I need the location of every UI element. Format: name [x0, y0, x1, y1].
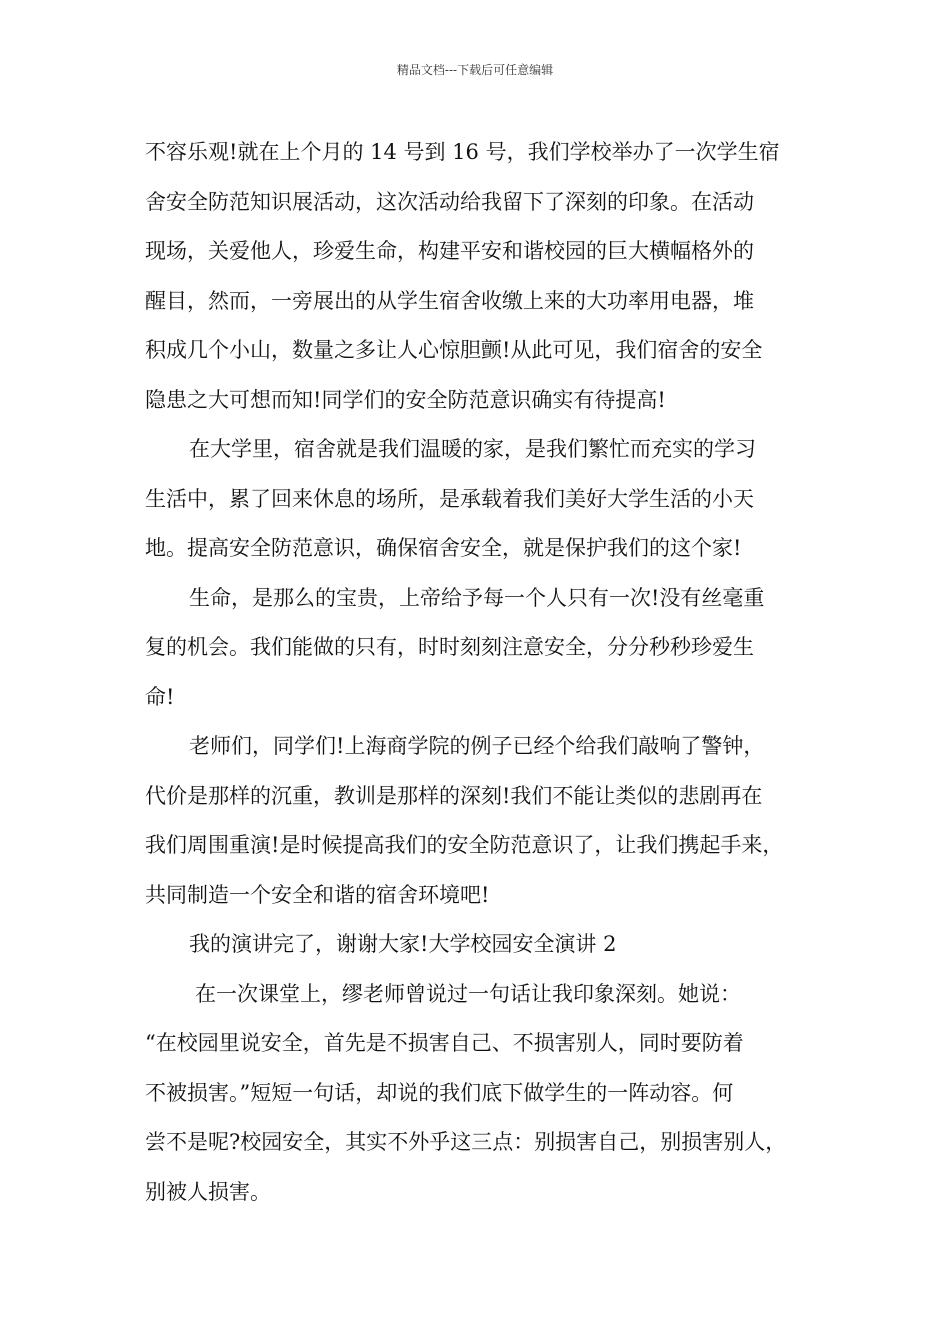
text-line: 代价是那样的沉重，教训是那样的深刻!我们不能让类似的悲剧再在	[145, 783, 763, 808]
text-line: 生活中，累了回来休息的场所，是承载着我们美好大学生活的小天	[145, 486, 754, 511]
paragraph-start-line: 在一次课堂上，缪老师曾说过一句话让我印象深刻。她说：	[195, 981, 741, 1006]
text-line: 命!	[145, 684, 175, 709]
text-line: 别被人损害。	[145, 1179, 271, 1204]
text-line: 不被损害。”短短一句话，却说的我们底下做学生的一阵动容。何	[145, 1080, 734, 1105]
text-line: 共同制造一个安全和谐的宿舍环境吧!	[145, 882, 490, 907]
text-line: “在校园里说安全，首先是不损害自己、不损害别人，同时要防着	[145, 1031, 744, 1055]
text-line: 醒目，然而，一旁展出的从学生宿舍收缴上来的大功率用电器，堆	[145, 288, 754, 313]
text-line: 地。提高安全防范意识，确保宿舍安全，就是保护我们的这个家!	[145, 536, 742, 560]
page-header: 精品文档---下载后可任意编辑	[396, 63, 554, 77]
text-line: 复的机会。我们能做的只有，时时刻刻注意安全，分分秒秒珍爱生	[145, 635, 754, 659]
paragraph-start-line: 生命，是那么的宝贵，上帝给予每一个人只有一次!没有丝毫重	[189, 585, 765, 610]
text-line: 我们周围重演!是时候提高我们的安全防范意识了，让我们携起手来，	[145, 833, 784, 857]
paragraph-start-line: 在大学里，宿舍就是我们温暖的家，是我们繁忙而充实的学习	[189, 437, 756, 461]
text-line: 舍安全防范知识展活动，这次活动给我留下了深刻的印象。在活动	[145, 189, 754, 214]
text-line: 积成几个小山，数量之多让人心惊胆颤!从此可见，我们宿舍的安全	[145, 338, 763, 362]
paragraph-start-line: 老师们，同学们!上海商学院的例子已经个给我们敲响了警钟，	[189, 734, 765, 758]
document-body	[145, 128, 825, 1217]
text-line: 隐患之大可想而知!同学们的安全防范意识确实有待提高!	[145, 387, 666, 412]
text-line: 尝不是呢?校园安全，其实不外乎这三点：别损害自己，别损害别人，	[145, 1130, 787, 1154]
paragraph-start-line: 我的演讲完了，谢谢大家!大学校园安全演讲 2	[189, 932, 617, 956]
text-line: 不容乐观!就在上个月的 14 号到 16 号，我们学校举办了一次学生宿	[145, 140, 780, 164]
text-line: 现场，关爱他人，珍爱生命，构建平安和谐校园的巨大横幅格外的	[145, 239, 754, 263]
